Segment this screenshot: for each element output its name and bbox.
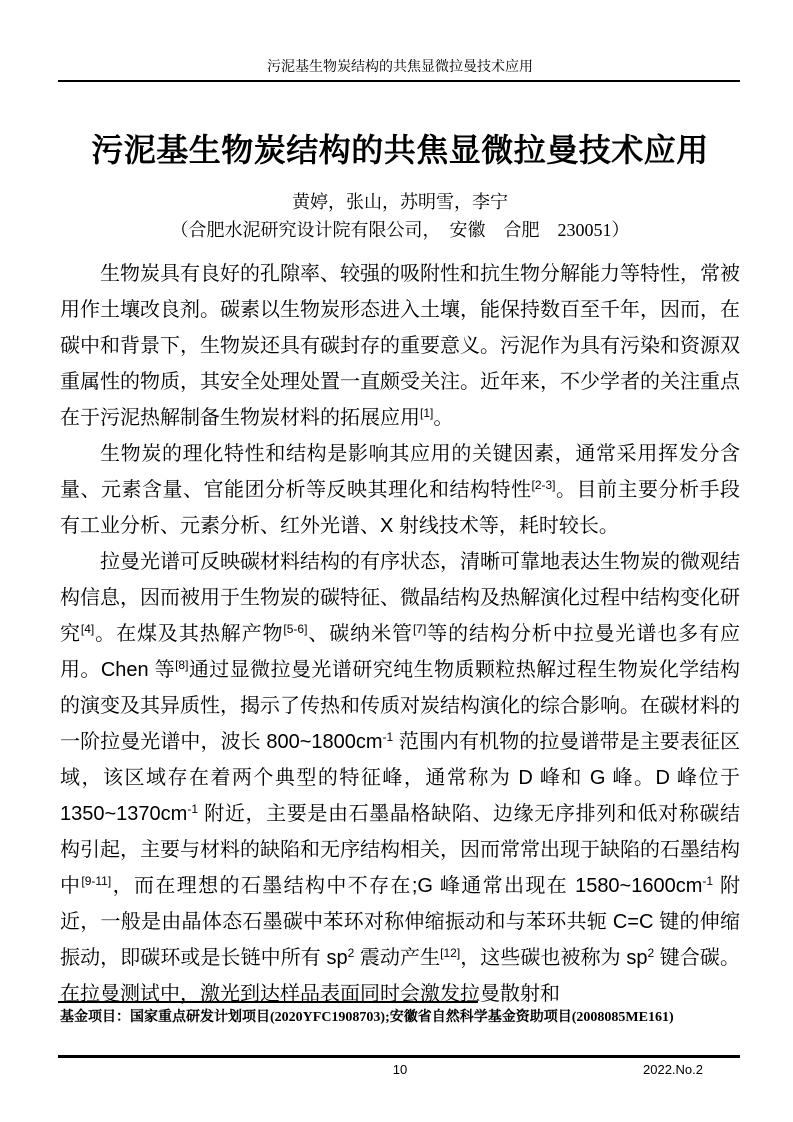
header-rule bbox=[58, 80, 740, 82]
fund-project-note: 基金项目：国家重点研发计划项目(2020YFC1908703);安徽省自然科学基金资助项目(2008085ME161) bbox=[60, 1010, 674, 1025]
superscript-ref: [7] bbox=[412, 622, 427, 636]
paragraph: 生物炭具有良好的孔隙率、较强的吸附性和抗生物分解能力等特性，常被用作土壤改良剂。碳素以生物炭形态进入土壤，能保持数百至千年，因而，在碳中和背景下，生物炭还具有碳封存的重要意义。污泥作为具有污染和资源双重属性的物质，其安全处理处置一直颇受关注。近年来，不少学者的关注重点在于污泥热解制备生物炭材料的拓展应用[1]。 bbox=[60, 263, 740, 429]
superscript-ref: 2 bbox=[347, 946, 355, 960]
affiliation-line: （合肥水泥研究设计院有限公司， 安徽 合肥 230051） bbox=[170, 220, 630, 240]
superscript-ref: [2-3] bbox=[531, 478, 556, 492]
superscript-ref: 2 bbox=[647, 946, 655, 960]
superscript-ref: [4] bbox=[80, 622, 95, 636]
page-number: 10 bbox=[392, 1062, 408, 1077]
footer bbox=[60, 1062, 740, 1080]
superscript-ref: -1 bbox=[382, 730, 394, 744]
paragraph: 生物炭的理化特性和结构是影响其应用的关键因素，通常采用挥发分含量、元素含量、官能团分析等反映其理化和结构特性[2-3]。目前主要分析手段有工业分析、元素分析、红外光谱、X 射线技术等，耗时较长。 bbox=[60, 443, 741, 537]
superscript-ref: [8] bbox=[175, 658, 189, 672]
issue-label: 2022.No.2 bbox=[643, 1062, 703, 1077]
superscript-ref: -1 bbox=[702, 874, 714, 888]
paper-title: 污泥基生物炭结构的共焦显微拉曼技术应用 bbox=[91, 132, 709, 168]
authors-line: 黄婷，张山，苏明雪，李宁 bbox=[292, 192, 508, 212]
superscript-ref: [5-6] bbox=[283, 622, 308, 636]
footer-rule bbox=[58, 1055, 740, 1058]
superscript-ref: -1 bbox=[187, 802, 198, 816]
superscript-ref: [1] bbox=[420, 406, 434, 420]
footnote-separator-rule bbox=[58, 1001, 478, 1003]
paragraph: 拉曼光谱可反映碳材料结构的有序状态，清晰可靠地表达生物炭的微观结构信息，因而被用于生物炭的碳特征、微晶结构及热解演化过程中结构变化研究[4]。在煤及其热解产物[5-6]、碳纳米管[7]等的结构分析中拉曼光谱也多有应用。Chen 等[8]通过显微拉曼光谱研究纯生物质颗粒热解过程生物炭化学结构的演变及其异质性，揭示了传热和传质对炭结构演化的综合影响。在碳材料的一阶拉曼光谱中，波长 $800\sim 1800cm^{-1}$ 范围内有机物的拉曼谱带是主要表征区域，该区域存在着两个典型的特征峰，通常称为 D 峰和 G 峰。D 峰位于 $1350\sim 1370cm^{-1}$ 附近，主要是由石墨晶格缺陷、边缘无序排列和低对称碳结构引起，主要与材料的缺陷和无序结构相关，因而常常出现于缺陷的石墨结构中[9-11]，而在理想的石墨结构中不存在;G 峰通常出现在 $1580\sim 1600cm^{-1}$ 附近，一般是由晶体态石墨碳中苯环对称伸缩振动和与苯环共轭 C=C 键的伸缩振动，即碳环或是长链中所有 $sp^2$ 震动产生[12]，这些碳也被称为 $sp^2$ 键合碳。在拉曼测试中，激光到达样品表面同时会激发拉曼散射和 bbox=[60, 551, 741, 1005]
running-header: 污泥基生物炭结构的共焦显微拉曼技术应用 bbox=[267, 60, 533, 75]
superscript-ref: [12] bbox=[440, 946, 461, 960]
superscript-ref: [9-11] bbox=[81, 874, 112, 888]
body-paragraphs bbox=[60, 256, 740, 1012]
